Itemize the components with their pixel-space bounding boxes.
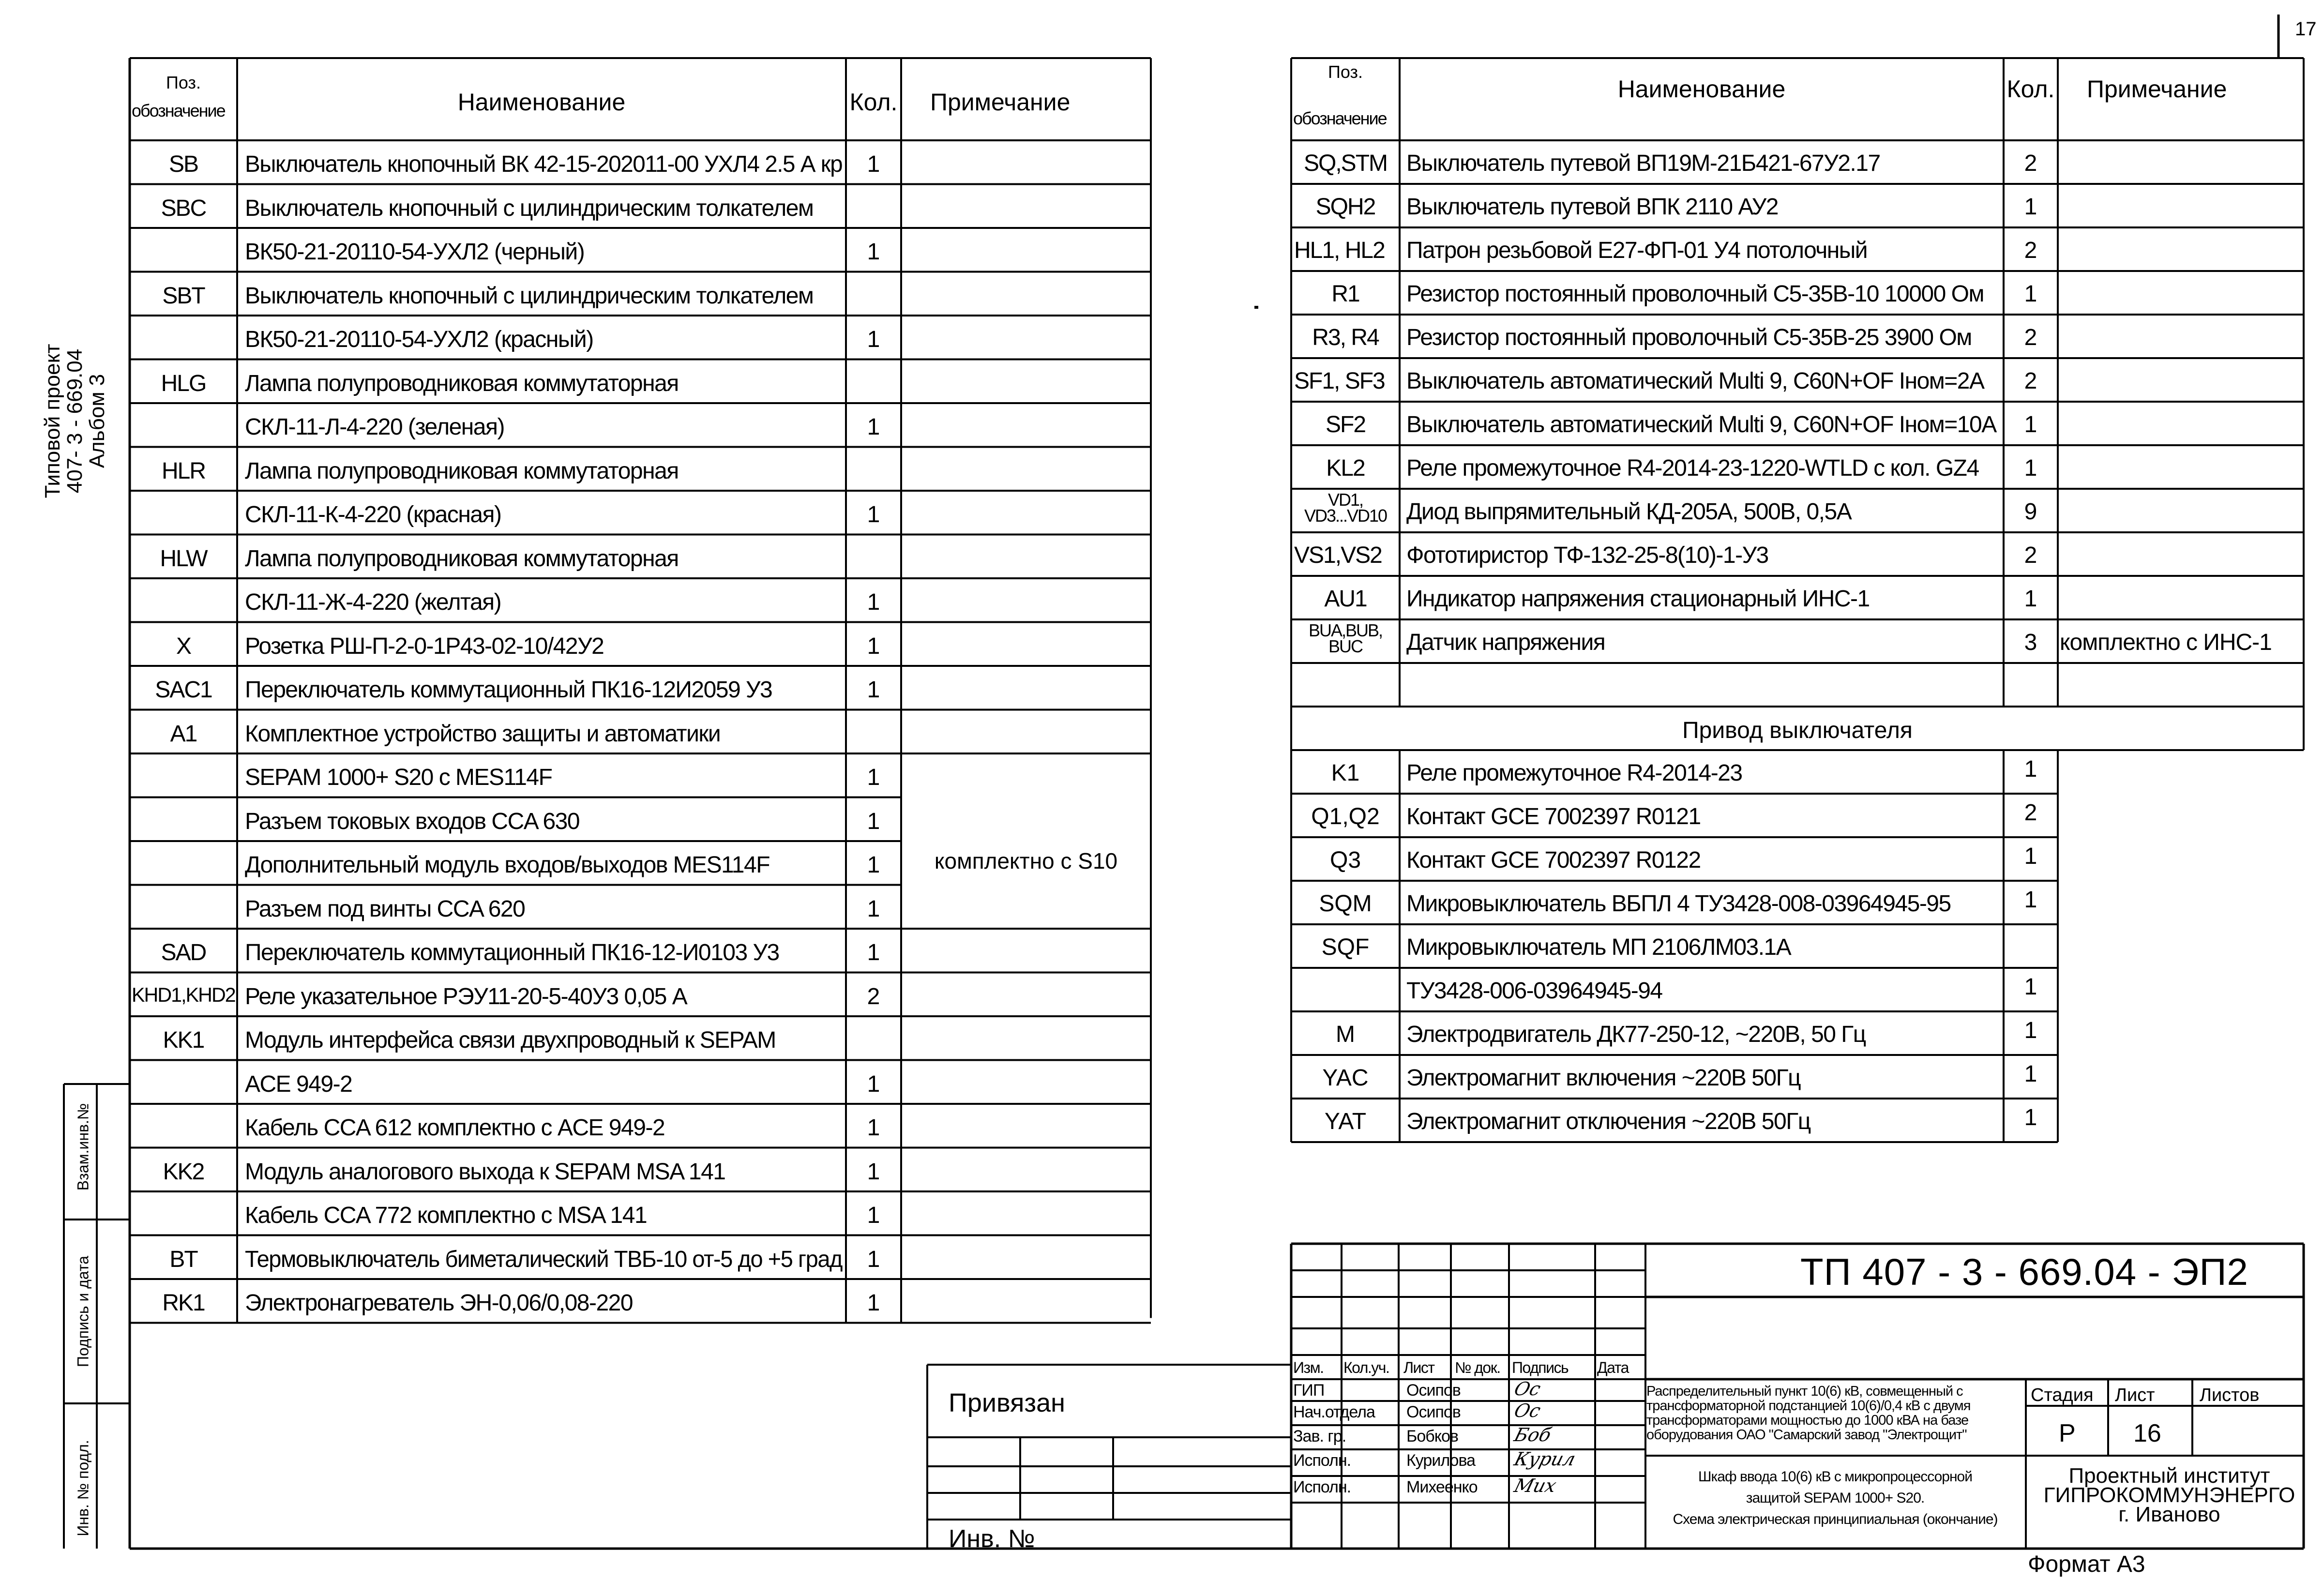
right-section-poz: K1 — [1331, 760, 1360, 786]
sheet-description — [1646, 1466, 2024, 1530]
right-section-poz: SQF — [1321, 934, 1370, 960]
right-header-qty: Кол. — [2006, 75, 2055, 103]
left-row-name: СКЛ-11-К-4-220 (красная) — [245, 502, 501, 527]
right-row-poz: BUA,BUB, BUC — [1308, 620, 1383, 656]
side-caption — [42, 344, 108, 498]
title-col-header: Изм. — [1293, 1359, 1324, 1376]
right-row-poz: VS1,VS2 — [1294, 542, 1382, 568]
left-row-name: Электронагреватель ЭН-0,06/0,08-220 — [245, 1290, 633, 1316]
right-row-qty: 2 — [2024, 542, 2037, 568]
left-row-qty: 2 — [867, 983, 880, 1009]
right-section-name: Электродвигатель ДК77-250-12, ~220В, 50 Гц — [1406, 1022, 1866, 1047]
left-header-note: Примечание — [930, 89, 1071, 116]
right-section-qty: 1 — [2024, 974, 2037, 1000]
left-row-name: ACE 949-2 — [245, 1071, 352, 1097]
title-col-header: Лист — [1403, 1359, 1434, 1376]
right-row-qty: 2 — [2024, 238, 2037, 263]
sheet-desc-line-2: защитой SEPAM 1000+ S20. — [1746, 1490, 1925, 1506]
desc-line-3: трансформаторами мощностью до 1000 кВА на базе — [1646, 1413, 1969, 1428]
left-row-qty: 1 — [867, 896, 880, 922]
side-caption-line1: Типовой проект — [41, 344, 64, 498]
right-row-name: Датчик напряжения — [1406, 630, 1605, 655]
left-row-name: ВК50-21-20110-54-УХЛ2 (черный) — [245, 239, 585, 265]
left-row-poz: HLW — [160, 545, 207, 572]
left-row-qty: 1 — [867, 1115, 880, 1141]
right-section-name: Электромагнит включения ~220В 50Гц — [1406, 1065, 1801, 1091]
right-row-qty: 1 — [2024, 455, 2037, 481]
title-person-name: Осипов — [1406, 1381, 1461, 1400]
document-code: ТП 407 - 3 - 669.04 - ЭП2 — [1800, 1250, 2248, 1293]
right-section-poz: YAC — [1322, 1065, 1369, 1091]
org-line-1: Проектный институт — [2068, 1464, 2270, 1488]
signature: Боб — [1512, 1424, 1554, 1445]
right-section-poz: M — [1336, 1022, 1355, 1047]
left-row-qty: 1 — [867, 239, 880, 265]
right-row-poz: HL1, HL2 — [1294, 238, 1385, 263]
left-row-name: Выключатель кнопочный с цилиндрическим толкателем — [245, 195, 814, 221]
right-section-qty: 2 — [2024, 800, 2037, 826]
left-row-name: Переключатель коммутационный ПК16-12-И0103 У3 — [245, 940, 779, 965]
left-row-poz: KK2 — [163, 1159, 204, 1185]
left-row-name: Разъем токовых входов CCA 630 — [245, 808, 580, 834]
right-row-poz: SQ,STM — [1303, 151, 1387, 176]
privyazan-inv-label: Инв. № — [949, 1525, 1035, 1553]
signature: Курил — [1512, 1448, 1578, 1470]
sheet-desc-line-1: Шкаф ввода 10(6) кВ с микропроцессорной — [1698, 1469, 1972, 1485]
side-caption-line3: Альбом 3 — [85, 374, 109, 468]
right-row-qty: 2 — [2024, 151, 2037, 176]
left-row-name: Дополнительный модуль входов/выходов MES114F — [245, 852, 770, 878]
left-row-name: Лампа полупроводниковая коммутаторная — [245, 458, 679, 484]
right-header-poz-line1: Поз. — [1328, 62, 1363, 82]
right-row-name: Патрон резьбовой Е27-ФП-01 У4 потолочный — [1406, 238, 1868, 263]
title-person-name: Михеенко — [1406, 1478, 1478, 1496]
strip-inv-label: Инв. № подл. — [74, 1440, 92, 1536]
left-row-qty: 1 — [867, 765, 880, 790]
left-row-poz: HLG — [161, 370, 206, 396]
right-row-qty: 3 — [2024, 630, 2037, 655]
right-row-name: Резистор постоянный проволочный С5-35В-25 3900 Ом — [1406, 325, 1972, 350]
left-row-name: Разъем под винты CCA 620 — [245, 896, 525, 922]
right-row-qty: 1 — [2024, 281, 2037, 307]
left-row-qty: 1 — [867, 1159, 880, 1185]
right-row-name: Выключатель путевой ВП19М-21Б421-67У2.17 — [1406, 151, 1880, 176]
right-section-qty: 1 — [2024, 843, 2037, 869]
left-row-name: Реле указательное РЭУ11-20-5-40У3 0,05 А — [245, 983, 687, 1009]
org-line-3: г. Иваново — [2118, 1503, 2220, 1526]
left-row-name: ВК50-21-20110-54-УХЛ2 (красный) — [245, 327, 593, 352]
right-row-name: Выключатель путевой ВПК 2110 АУ2 — [1406, 194, 1778, 220]
right-row-qty: 2 — [2024, 368, 2037, 394]
signature: Ос — [1512, 1378, 1543, 1400]
left-row-qty: 1 — [867, 589, 880, 615]
desc-line-4: оборудования ОАО "Самарский завод "Электрощит" — [1646, 1427, 1967, 1443]
left-row-qty: 1 — [867, 940, 880, 965]
right-section-name: Контакт GCE 7002397 R0122 — [1406, 847, 1701, 873]
right-section-poz: Q1,Q2 — [1311, 804, 1380, 829]
right-section-poz: Q3 — [1329, 847, 1361, 873]
right-row-name: Выключатель автоматический Multi 9, C60N+OF Iном=2A — [1406, 368, 1984, 394]
sheets-label: Листов — [2200, 1385, 2260, 1405]
sheet-value: 16 — [2133, 1419, 2161, 1447]
left-row-name: Кабель CCA 772 комплектно с MSA 141 — [245, 1203, 647, 1228]
strip-vzam-label: Взам.инв.№ — [74, 1103, 92, 1191]
right-row-poz: R1 — [1331, 281, 1359, 307]
right-row-qty: 2 — [2024, 325, 2037, 350]
right-row-poz: SF1, SF3 — [1294, 368, 1385, 394]
sheet-desc-line-3: Схема электрическая принципиальная (окончание) — [1673, 1511, 1998, 1527]
right-row-poz: SF2 — [1325, 412, 1366, 437]
signature: Ос — [1512, 1400, 1543, 1421]
left-header-poz-line1: Поз. — [166, 73, 201, 92]
left-row-poz: SAD — [161, 940, 206, 965]
right-header-poz-line2: обозначение — [1293, 108, 1387, 128]
right-section-name: Микровыключатель МП 2106ЛМ03.1А — [1406, 934, 1791, 960]
desc-line-2: трансформаторной подстанцией 10(6)/0,4 кВ с двумя — [1646, 1398, 1971, 1414]
left-row-qty: 1 — [867, 808, 880, 834]
left-row-poz: SBC — [161, 195, 206, 221]
left-row-poz: SBT — [162, 283, 205, 309]
left-row-poz: KHD1,KHD2 — [132, 983, 235, 1006]
signature: Мих — [1512, 1475, 1559, 1496]
right-row-poz: SQH2 — [1315, 194, 1375, 220]
left-row-name: Кабель CCA 612 комплектно с ACE 949-2 — [245, 1115, 665, 1141]
left-row-qty: 1 — [867, 502, 880, 527]
side-caption-line2: 407- 3 - 669.04 — [63, 348, 87, 494]
right-row-qty: 1 — [2024, 194, 2037, 220]
right-section-qty: 1 — [2024, 756, 2037, 782]
title-person-name: Бобков — [1406, 1427, 1458, 1445]
left-row-poz: SB — [168, 151, 198, 177]
left-header-qty: Кол. — [849, 89, 898, 116]
left-row-name: Модуль интерфейса связи двухпроводный к SEPAM — [245, 1027, 776, 1053]
left-row-name: Термовыключатель биметалический ТВБ-10 от-5 до +5 град — [245, 1246, 842, 1272]
left-row-poz: X — [176, 633, 191, 659]
stage-label: Стадия — [2031, 1385, 2094, 1405]
right-section-title: Привод выключателя — [1682, 718, 1913, 743]
right-section-qty: 1 — [2024, 1105, 2037, 1130]
title-col-header: Подпись — [1512, 1359, 1569, 1376]
left-row-name: Розетка РШ-П-2-0-1Р43-02-10/42У2 — [245, 633, 604, 659]
left-row-poz: HLR — [161, 458, 206, 484]
left-row-qty: 1 — [867, 633, 880, 659]
right-section-poz: SQM — [1319, 891, 1372, 917]
right-section-qty: 1 — [2024, 1061, 2037, 1087]
project-description — [1646, 1384, 2024, 1442]
left-row-poz: SAC1 — [155, 677, 212, 703]
left-row-poz: A1 — [170, 721, 197, 747]
left-merged-note: комплектно с S10 — [934, 848, 1118, 873]
organization — [2028, 1466, 2311, 1524]
right-row-poz: VD1, VD3...VD10 — [1304, 490, 1387, 526]
left-row-qty: 1 — [867, 414, 880, 440]
right-section-qty: 1 — [2024, 887, 2037, 913]
left-row-qty: 1 — [867, 852, 880, 878]
left-row-poz: BT — [169, 1246, 197, 1272]
left-row-name: Выключатель кнопочный с цилиндрическим толкателем — [245, 283, 814, 309]
right-row-poz: KL2 — [1326, 455, 1365, 481]
privyazan-title: Привязан — [949, 1388, 1065, 1417]
right-row-name: Реле промежуточное R4-2014-23-1220-WTLD с кол. GZ4 — [1406, 455, 1979, 481]
right-row-name: Выключатель автоматический Multi 9, C60N+OF Iном=10A — [1406, 412, 1996, 437]
desc-line-1: Распределительный пункт 10(6) кВ, совмещенный с — [1646, 1384, 1963, 1399]
title-person-role: Исполн. — [1293, 1478, 1351, 1496]
right-row-poz: R3, R4 — [1312, 325, 1379, 350]
right-row-poz: AU1 — [1324, 586, 1367, 612]
left-row-qty: 1 — [867, 1246, 880, 1272]
title-person-role: Нач.отдела — [1293, 1403, 1375, 1421]
left-row-name: Комплектное устройство защиты и автоматики — [245, 721, 721, 747]
strip-podpis-label: Подпись и дата — [74, 1255, 92, 1368]
stage-value: Р — [2059, 1419, 2076, 1447]
left-row-name: Лампа полупроводниковая коммутаторная — [245, 545, 679, 572]
left-header-poz-line2: обозначение — [132, 101, 225, 120]
left-row-qty: 1 — [867, 677, 880, 703]
right-section-name: Реле промежуточное R4-2014-23 — [1406, 760, 1742, 786]
right-section-name: Контакт GCE 7002397 R0121 — [1406, 804, 1701, 829]
left-row-name: Лампа полупроводниковая коммутаторная — [245, 370, 679, 396]
right-row-name: Индикатор напряжения стационарный ИНС-1 — [1406, 586, 1870, 612]
left-row-qty: 1 — [867, 1290, 880, 1316]
title-person-name: Осипов — [1406, 1403, 1461, 1421]
title-col-header: Кол.уч. — [1343, 1359, 1389, 1376]
left-row-qty: 1 — [867, 151, 880, 177]
page-number: 17 — [2295, 18, 2317, 40]
title-person-role: ГИП — [1293, 1381, 1325, 1400]
org-line-2: ГИПРОКОММУНЭНЕРГО — [2043, 1483, 2295, 1507]
title-person-role: Исполн. — [1293, 1451, 1351, 1470]
left-row-qty: 1 — [867, 1203, 880, 1228]
right-row-qty: 9 — [2024, 499, 2037, 525]
right-section-name: Микровыключатель ВБПЛ 4 ТУ3428-008-03964945-95 — [1406, 891, 1951, 917]
right-section-name: ТУ3428-006-03964945-94 — [1406, 978, 1662, 1004]
right-row-name: Фототиристор ТФ-132-25-8(10)-1-У3 — [1406, 542, 1768, 568]
left-row-name: СКЛ-11-Л-4-220 (зеленая) — [245, 414, 504, 440]
title-person-role: Зав. гр. — [1293, 1427, 1346, 1445]
title-col-header: Дата — [1597, 1359, 1629, 1376]
left-row-name: Переключатель коммутационный ПК16-12И2059 У3 — [245, 677, 772, 703]
left-row-poz: RK1 — [162, 1290, 205, 1316]
left-row-qty: 1 — [867, 1071, 880, 1097]
left-row-name: SEPAM 1000+ S20 с MES114F — [245, 765, 552, 790]
format-label: Формат А3 — [2028, 1551, 2145, 1577]
right-section-qty: 1 — [2024, 1018, 2037, 1043]
right-row-name: Диод выпрямительный КД-205А, 500В, 0,5А — [1406, 499, 1852, 525]
right-row-note: комплектно с ИНС-1 — [2060, 630, 2272, 655]
right-section-poz: YAT — [1324, 1109, 1367, 1134]
right-row-name: Резистор постоянный проволочный С5-35В-10 10000 Ом — [1406, 281, 1984, 307]
right-row-qty: 1 — [2024, 586, 2037, 612]
left-row-poz: KK1 — [163, 1027, 204, 1053]
right-header-note: Примечание — [2087, 75, 2227, 103]
title-col-header: № док. — [1455, 1359, 1500, 1376]
left-row-name: СКЛ-11-Ж-4-220 (желтая) — [245, 589, 501, 615]
stray-dot — [1254, 306, 1258, 309]
title-person-name: Курилова — [1406, 1451, 1476, 1470]
sheet-label: Лист — [2115, 1385, 2155, 1405]
right-row-qty: 1 — [2024, 412, 2037, 437]
left-row-name: Модуль аналогового выхода к SEPAM MSA 141 — [245, 1159, 725, 1185]
right-section-name: Электромагнит отключения ~220В 50Гц — [1406, 1109, 1810, 1134]
right-header-name: Наименование — [1617, 75, 1786, 103]
left-row-qty: 1 — [867, 327, 880, 352]
left-header-name: Наименование — [457, 89, 626, 116]
left-row-name: Выключатель кнопочный ВК 42-15-202011-00 УХЛ4 2.5 А кр — [245, 151, 843, 177]
